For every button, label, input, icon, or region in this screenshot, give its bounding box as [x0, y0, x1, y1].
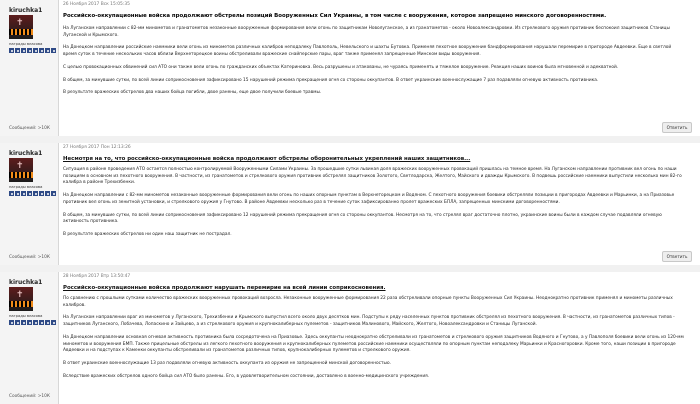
rank-star-icon — [45, 48, 50, 53]
rank-star-icon — [9, 191, 14, 196]
post-separator — [0, 265, 700, 272]
post-title[interactable]: Российско-оккупационные войска продолжают нарушать перемирие на всей линии соприкосновения. — [63, 285, 386, 291]
forum-post — [0, 143, 700, 266]
message-count: Сообщений: >10К — [9, 126, 50, 131]
figure-icon: ✝ — [16, 18, 24, 28]
paragraph: В ответ украинские военнослужащие 13 раз подавляли огневую активность оккупанта из оружия не запрещенной минской договоренностью. — [63, 360, 392, 366]
rank-star-icon — [51, 48, 56, 53]
message-count: Сообщений: >10К — [9, 255, 50, 260]
rank-star-icon — [39, 320, 44, 325]
paragraph: На Донецком направлении основная огневая активность противника была сосредоточена на Приазовье. Здесь оккупанты неоднократно обстреливали из гранатометов и стрелкового оружия защитников Водяного и Гнутово, а у Павлополя боевики вели огонь из 120-мм минометов и вооружения БМП. Также прицельные обстрелы из легкого пехотного вооружения и крупнокалиберных пулеметов российские наемники осуществляли по опорным пунктам неподалеку Марьинки и Красногоровки. Кроме того, наши позиции в пригороде Авдеевки и на подступах к Каменки оккупанты обстреливали из гранатометов различных типов, крупнокалиберных пулеметов и стрелкового оружия. — [63, 334, 684, 354]
author-panel — [0, 272, 59, 404]
author-panel — [0, 0, 59, 136]
rank-star-icon — [15, 48, 20, 53]
award-label: награды власова — [9, 314, 43, 318]
rank-star-icon — [9, 48, 14, 53]
post-content — [59, 0, 700, 136]
reply-button[interactable]: Ответить — [662, 122, 692, 133]
avatar — [9, 287, 33, 311]
rank-star-icon — [15, 191, 20, 196]
award-label: награды власова — [9, 42, 43, 46]
paragraph: По сравнению с прошлыми сутками количество вражеских вооруженных провокаций возросла. Незаконные вооруженные формирования 22 раза обстреливали опорные пункты Вооруженных Сил Украины. Неоднократно противник применял и минометы различных калибров. — [63, 296, 673, 308]
post-date: 26 Ноября 2017 Вск 15:05:35 — [63, 2, 130, 7]
award-label: награды власова — [9, 185, 43, 189]
figure-icon: ✝ — [16, 290, 24, 300]
rank-star-icon — [45, 320, 50, 325]
rank-star-icon — [21, 191, 26, 196]
post-title[interactable]: Несмотря на то, что российско-оккупационные войска продолжают обстрелы оборонительных укреплений наших защитников... — [63, 156, 471, 162]
paragraph: Вследствие вражеских обстрелов одного бойца сил АТО было ранены. Его, в удовлетворительном состоянии, доставлено в военно-медицинского учреждения. — [63, 373, 430, 379]
post-body — [63, 167, 686, 245]
rank-star-icon — [51, 320, 56, 325]
rank-star-icon — [9, 320, 14, 325]
post-body — [63, 296, 686, 386]
username[interactable]: kiruchka1 — [9, 7, 43, 14]
rank-star-icon — [27, 191, 32, 196]
rank-stars — [9, 48, 57, 53]
post-title: Российско-оккупационные войска продолжают обстрелы позиций Вооруженных Сил Украины, в том числе с вооружения, которое запрещено минского договоренностями. — [63, 13, 607, 19]
paragraph: На Донецком направлении с 82-мм минометов незаконные вооруженные формирования вели огонь по наших опорным пунктам в Верхнеторецком и Водяном. С пехотного вооружения боевики обстреляли позиции в пригородах Авдеевки и Марьинки, а на Приазовье противник вел огонь из зенитной установки, и стрелкового оружия у Гнутово. В районе Авдеевки несколько раз в течение суток зафиксированно пролет вражеских БПЛА, запрещенных минскими договоренностями. — [63, 193, 675, 205]
post-body — [63, 26, 686, 103]
post-content — [59, 272, 700, 404]
rank-star-icon — [33, 48, 38, 53]
paragraph: В результате вражеских обстрелов два наших бойца погибли, двое ранены, еще двое получили боевые травмы. — [63, 90, 322, 96]
rank-stars — [9, 191, 57, 196]
reply-button[interactable]: Ответить — [662, 251, 692, 262]
paragraph: Ситуация в районе проведения АТО остается полностью контролируемой Вооруженными Силами Украины. За прошедшие сутки львиная доля вражеских вооруженных провокаций пришлась на темное время. На Луганском направлении противник вел огонь по наши позициям в основном из пехотного вооружения. В частности, из гранатометов и стрелкового оружия противник обстрелял защитников Золотого, Светлодарска, Желтого, Майского и дважды Крымского. В подвешь российские наемники выпустили несколько мин 82-го калибра в районе Трехизбенки. — [63, 167, 682, 186]
paragraph: В результате вражеских обстрелов ни один наш защитник не пострадал. — [63, 231, 232, 237]
post-separator — [0, 136, 700, 143]
figure-icon: ✝ — [16, 161, 24, 171]
forum-post — [0, 0, 700, 137]
rank-star-icon — [21, 320, 26, 325]
paragraph: В общем, за минувшие сутки, по всей линии соприкосновения зафиксировано 12 нарушений режима прекращения огня со стороны оккупантов. Несмотря на то, что стрелял враг достаточно плотно, украинские воины были в каждом случае подавляли огневую активность противника. — [63, 212, 662, 225]
rank-star-icon — [45, 191, 50, 196]
rank-star-icon — [21, 48, 26, 53]
forum-post — [0, 272, 700, 404]
paragraph: С целью провокационных обвинений сил АТО они также вели огонь по гражданских объектах Катериновка. Весь разрушены и атакованы, не чураясь применять и тяжелое вооружение. Реакция наших воинов была мгновенной и адекватной. — [63, 64, 619, 70]
ribbon-icon — [9, 172, 33, 178]
rank-star-icon — [15, 320, 20, 325]
rank-star-icon — [27, 48, 32, 53]
paragraph: В общем, за минувшие сутки, по всей линии соприкосновения зафиксировано 15 нарушений режима прекращения огня со стороны оккупантов. В ответ украинские военнослужащие 7 раз подавляли огневую активность противника. — [63, 77, 599, 83]
author-panel — [0, 143, 59, 265]
paragraph: На Донецком направлении российские наемники вели огонь из минометов различных калибров неподалеку Павлополь, Невельского и шахты Бутовка. Применяя пехотное вооружение бандформирования нарушали перемирие в пригороде Авдеевки. Еще в светлой время суток в течение нескольких часов вблизи Верхнеторецкое воины обстреливали вражеские снайперские пары, враг также применял запрещенные Минском виды вооружения. — [63, 45, 672, 58]
post-content — [59, 143, 700, 265]
rank-star-icon — [51, 191, 56, 196]
rank-star-icon — [39, 48, 44, 53]
rank-star-icon — [33, 191, 38, 196]
avatar — [9, 15, 33, 39]
avatar — [9, 158, 33, 182]
username[interactable]: kiruchka1 — [9, 150, 43, 157]
paragraph: На Луганском направлении враг из минометов у Луганского, Трехизбенки и Крымского выпустил всего около двух десятков мин. Подступы к ряду населенных пунктов противник обстрелял из пехотного вооружения. В частности, из гранатометов различных типов - защитников Луганского, Лобачева, Лопаскино и Зайцево, а из стрелкового оружия и крупнокалиберных пулеметов - защитников Малинового, Майского, Желтого, Новоалександровки и Станицы Луганской. — [63, 315, 675, 328]
ribbon-icon — [9, 29, 33, 35]
rank-star-icon — [27, 320, 32, 325]
post-date: 27 Ноября 2017 Пон 12:13:26 — [63, 145, 131, 150]
username[interactable]: kiruchka1 — [9, 279, 43, 286]
ribbon-icon — [9, 301, 33, 307]
post-date: 28 Ноября 2017 Втр 13:50:47 — [63, 274, 131, 279]
rank-star-icon — [39, 191, 44, 196]
message-count: Сообщений: >10К — [9, 394, 50, 399]
paragraph: На Луганском направлении с 82-мм минометов и гранатометов незаконные вооруженные формирования вели огонь по защитникам Новолуганское, а из гранатометов - около Новоалександровки. Из стрелкового оружия противник беспокоил защитников Станицы Луганской и Крымского. — [63, 26, 670, 38]
rank-star-icon — [33, 320, 38, 325]
rank-stars — [9, 320, 57, 325]
